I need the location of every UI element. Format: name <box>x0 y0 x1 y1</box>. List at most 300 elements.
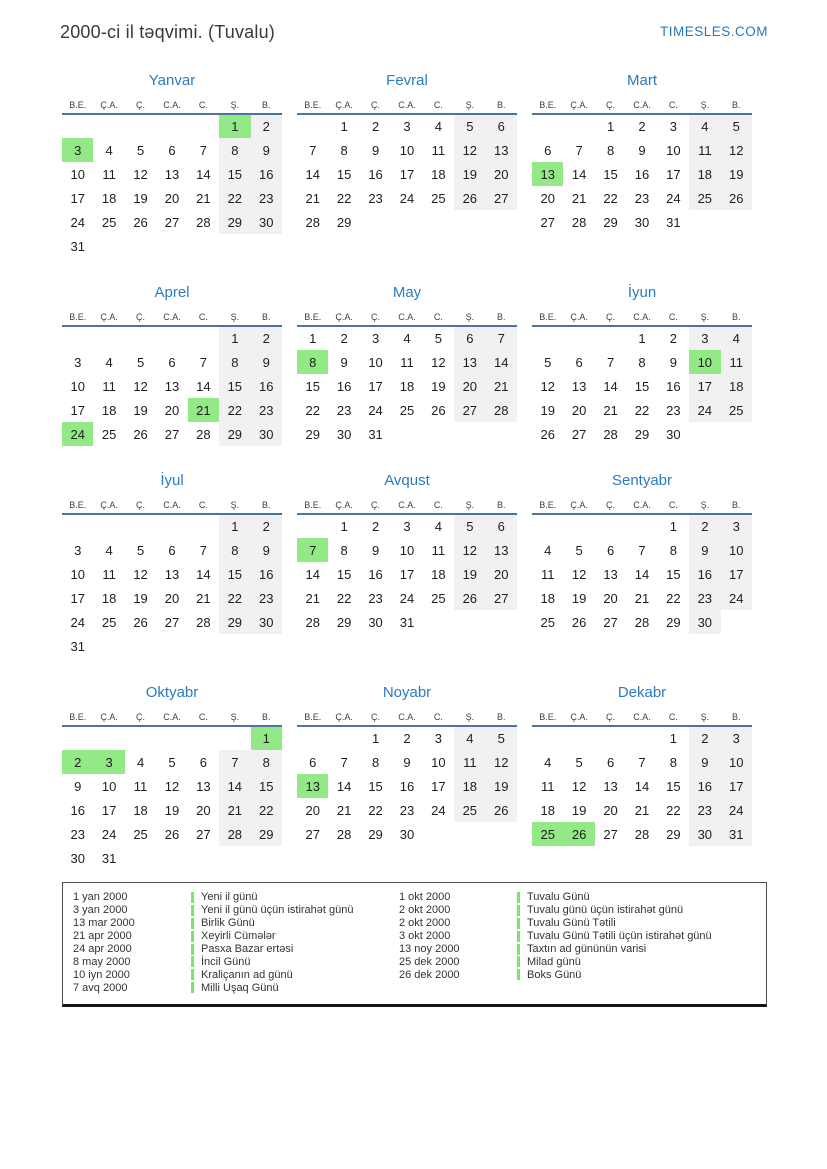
weekday-header: Ş. <box>689 709 720 726</box>
empty-day-cell <box>62 326 93 350</box>
day-cell: 15 <box>666 566 681 582</box>
day-cell: 31 <box>666 214 681 230</box>
empty-day-cell <box>454 822 485 846</box>
day-cell: 11 <box>431 542 446 558</box>
day-cell: 3 <box>721 726 752 750</box>
day-cell: 14 <box>196 378 211 394</box>
day-cell: 17 <box>721 774 752 798</box>
day-cell: 3 <box>721 514 752 538</box>
empty-day-cell <box>156 514 187 538</box>
day-cell: 17 <box>721 562 752 586</box>
holiday-marker-bar <box>517 892 520 903</box>
weekday-header: B. <box>486 97 517 114</box>
legend-label: Tuvalu Günü Tətili <box>527 917 616 930</box>
week-row <box>62 750 282 774</box>
holiday-marker-bar <box>517 969 520 980</box>
day-cell: 5 <box>454 114 485 138</box>
day-cell: 17 <box>689 374 720 398</box>
day-cell: 3 <box>403 519 411 534</box>
empty-day-cell <box>626 514 657 538</box>
day-cell: 28 <box>305 214 320 230</box>
day-cell: 10 <box>399 142 415 158</box>
empty-day-cell <box>563 726 594 750</box>
month-9 <box>532 472 752 634</box>
day-cell: 30 <box>399 826 415 842</box>
day-cell: 16 <box>689 562 720 586</box>
day-cell: 14 <box>305 566 320 582</box>
day-cell: 7 <box>486 326 517 350</box>
day-cell: 19 <box>133 402 148 418</box>
day-cell: 9 <box>251 538 282 562</box>
weekday-header: C. <box>423 497 454 514</box>
day-cell: 28 <box>196 426 211 442</box>
month-5 <box>297 284 517 446</box>
week-row <box>532 514 752 538</box>
weekday-header: B. <box>721 497 752 514</box>
day-cell: 17 <box>666 166 681 182</box>
weekday-header: Ş. <box>689 309 720 326</box>
day-cell: 18 <box>133 802 148 818</box>
day-cell: 4 <box>136 754 145 770</box>
weekday-header: Ş. <box>689 97 720 114</box>
empty-day-cell <box>423 822 454 846</box>
day-cell: 1 <box>606 119 615 134</box>
day-cell: 6 <box>168 142 176 158</box>
day-cell: 4 <box>544 542 552 558</box>
weekday-header: C. <box>188 309 219 326</box>
day-cell: 8 <box>371 754 380 770</box>
legend-date: 26 dek 2000 <box>399 968 460 981</box>
day-cell: 31 <box>101 850 117 866</box>
day-cell: 4 <box>434 119 443 134</box>
holiday-day-cell: 25 <box>532 822 563 846</box>
day-cell: 8 <box>606 142 615 158</box>
day-cell: 9 <box>251 350 282 374</box>
empty-day-cell <box>486 610 517 634</box>
legend-label: Yeni il günü üçün istirahət günü <box>201 904 354 917</box>
weekday-header: C.A. <box>391 709 422 726</box>
day-cell: 18 <box>431 566 446 582</box>
day-cell: 4 <box>434 519 443 534</box>
day-cell: 19 <box>571 590 587 606</box>
day-cell: 20 <box>164 402 180 418</box>
day-cell: 7 <box>199 354 208 370</box>
day-cell: 5 <box>575 542 583 558</box>
week-row <box>532 162 752 186</box>
empty-day-cell <box>423 610 454 634</box>
page-title: 2000-ci il təqvimi. (Tuvalu) <box>60 22 275 42</box>
day-cell: 23 <box>634 190 650 206</box>
week-row <box>62 726 282 750</box>
day-cell: 2 <box>669 331 678 346</box>
day-cell: 19 <box>571 802 587 818</box>
weekday-header: C.A. <box>626 97 657 114</box>
day-cell: 15 <box>603 166 618 182</box>
day-cell: 17 <box>70 402 85 418</box>
month-title: Aprel <box>154 284 190 301</box>
day-cell: 6 <box>486 514 517 538</box>
day-cell: 8 <box>669 754 678 770</box>
day-cell: 4 <box>544 754 552 770</box>
empty-day-cell <box>423 422 454 446</box>
day-cell: 21 <box>196 190 211 206</box>
day-cell: 21 <box>196 590 211 606</box>
weekday-header: Ç. <box>595 309 626 326</box>
day-cell: 1 <box>669 731 678 746</box>
legend-entry <box>73 981 399 994</box>
day-cell: 9 <box>371 142 380 158</box>
day-cell: 4 <box>105 542 113 558</box>
weekday-header: Ç.A. <box>93 497 124 514</box>
day-cell: 24 <box>70 214 85 230</box>
day-cell: 3 <box>669 119 678 134</box>
empty-day-cell <box>297 114 328 138</box>
empty-day-cell <box>188 634 219 658</box>
weekday-header: Ç. <box>595 709 626 726</box>
empty-day-cell <box>219 846 250 870</box>
empty-day-cell <box>532 114 563 138</box>
weekday-header: Ş. <box>219 309 250 326</box>
day-cell: 12 <box>133 566 148 582</box>
day-cell: 20 <box>486 562 517 586</box>
holiday-day-cell: 3 <box>93 750 124 774</box>
week-row <box>297 398 517 422</box>
page-header <box>0 0 827 43</box>
brand-link[interactable]: TIMESLES.COM <box>659 24 768 39</box>
month-title: Sentyabr <box>611 472 673 489</box>
month-title: Oktyabr <box>145 684 199 701</box>
week-row <box>532 610 752 634</box>
week-row <box>532 750 752 774</box>
empty-day-cell <box>188 234 219 258</box>
legend-entry <box>399 968 766 981</box>
day-cell: 5 <box>168 754 176 770</box>
day-cell: 25 <box>540 614 555 630</box>
day-cell: 18 <box>101 590 117 606</box>
day-cell: 26 <box>431 402 446 418</box>
day-cell: 13 <box>486 538 517 562</box>
day-cell: 11 <box>540 566 555 582</box>
weekday-header: B. <box>251 97 282 114</box>
day-cell: 22 <box>336 190 352 206</box>
day-cell: 27 <box>164 614 180 630</box>
day-cell: 12 <box>133 166 148 182</box>
empty-day-cell <box>563 514 594 538</box>
weekday-header: B.E. <box>532 709 563 726</box>
day-cell: 10 <box>70 378 85 394</box>
day-cell: 25 <box>101 214 117 230</box>
day-cell: 6 <box>199 754 208 770</box>
day-cell: 5 <box>454 514 485 538</box>
weekday-header: Ş. <box>454 497 485 514</box>
day-cell: 9 <box>403 754 411 770</box>
day-cell: 3 <box>434 731 443 746</box>
weekday-header: Ş. <box>219 497 250 514</box>
empty-day-cell <box>156 634 187 658</box>
day-cell: 26 <box>454 586 485 610</box>
day-cell: 15 <box>368 778 383 794</box>
day-cell: 26 <box>133 614 148 630</box>
legend-date: 7 avq 2000 <box>73 981 128 994</box>
day-cell: 16 <box>689 774 720 798</box>
day-cell: 28 <box>305 614 320 630</box>
week-row <box>297 186 517 210</box>
day-cell: 8 <box>219 138 250 162</box>
weekday-header: B.E. <box>62 497 93 514</box>
day-cell: 7 <box>638 754 646 770</box>
day-cell: 31 <box>70 238 85 254</box>
month-8 <box>297 472 517 634</box>
day-cell: 9 <box>251 138 282 162</box>
empty-day-cell <box>423 210 454 234</box>
day-cell: 5 <box>486 726 517 750</box>
day-cell: 24 <box>431 802 446 818</box>
weekday-header: B.E. <box>297 709 328 726</box>
day-cell: 17 <box>399 566 415 582</box>
holiday-marker-bar <box>191 982 194 993</box>
day-cell: 16 <box>251 562 282 586</box>
day-cell: 30 <box>251 422 282 446</box>
weekday-header: B. <box>486 309 517 326</box>
month-3 <box>532 72 752 234</box>
empty-day-cell <box>391 210 422 234</box>
day-cell: 27 <box>486 186 517 210</box>
week-row <box>62 562 282 586</box>
day-cell: 23 <box>70 826 85 842</box>
day-cell: 30 <box>70 850 85 866</box>
day-cell: 29 <box>666 826 681 842</box>
month-title: Yanvar <box>148 72 196 89</box>
day-cell: 22 <box>336 590 352 606</box>
day-cell: 13 <box>486 138 517 162</box>
day-cell: 19 <box>164 802 180 818</box>
holiday-marker-bar <box>191 956 194 967</box>
holiday-day-cell: 1 <box>219 114 250 138</box>
month-title: Mart <box>627 72 657 89</box>
empty-day-cell <box>62 514 93 538</box>
day-cell: 15 <box>666 778 681 794</box>
legend-entry <box>73 904 399 917</box>
legend-entry <box>73 891 399 904</box>
weekday-header: Ç.A. <box>563 497 594 514</box>
week-row <box>297 726 517 750</box>
day-cell: 15 <box>219 162 250 186</box>
weekday-header: C. <box>423 309 454 326</box>
weekday-header: B.E. <box>532 97 563 114</box>
day-cell: 29 <box>336 614 352 630</box>
day-cell: 21 <box>336 802 352 818</box>
weekday-header: B.E. <box>297 97 328 114</box>
day-cell: 25 <box>721 398 752 422</box>
legend-date: 10 iyn 2000 <box>73 968 130 981</box>
legend-label: Milli Uşaq Günü <box>201 981 279 994</box>
empty-day-cell <box>532 514 563 538</box>
week-row <box>532 586 752 610</box>
day-cell: 22 <box>368 802 383 818</box>
weekday-header: Ç.A. <box>563 309 594 326</box>
legend-entry <box>399 891 766 904</box>
day-cell: 12 <box>454 138 485 162</box>
day-cell: 14 <box>196 566 211 582</box>
day-cell: 5 <box>136 142 145 158</box>
day-cell: 13 <box>164 378 180 394</box>
day-cell: 19 <box>486 774 517 798</box>
day-cell: 28 <box>486 398 517 422</box>
legend-date: 1 yan 2000 <box>73 891 128 904</box>
day-cell: 14 <box>219 774 250 798</box>
day-cell: 14 <box>336 778 352 794</box>
weekday-header: Ç.A. <box>93 709 124 726</box>
day-cell: 10 <box>721 538 752 562</box>
legend-date: 13 mar 2000 <box>73 917 135 930</box>
day-cell: 12 <box>540 378 555 394</box>
day-cell: 27 <box>196 826 211 842</box>
day-cell: 31 <box>368 426 383 442</box>
day-cell: 17 <box>70 190 85 206</box>
empty-day-cell <box>532 726 563 750</box>
legend-label: Boks Günü <box>527 968 582 981</box>
week-row <box>297 138 517 162</box>
day-cell: 9 <box>638 142 646 158</box>
weekday-header: B. <box>251 497 282 514</box>
day-cell: 2 <box>689 726 720 750</box>
empty-day-cell <box>595 326 626 350</box>
month-12 <box>532 684 752 846</box>
legend-entry <box>73 930 399 943</box>
weekday-header: Ç. <box>595 97 626 114</box>
day-cell: 30 <box>634 214 650 230</box>
legend-entry <box>73 955 399 968</box>
week-row <box>62 114 282 138</box>
week-row <box>297 822 517 846</box>
week-row <box>297 562 517 586</box>
legend-date: 3 yan 2000 <box>73 904 128 917</box>
week-row <box>297 750 517 774</box>
day-cell: 10 <box>666 142 681 158</box>
day-cell: 22 <box>305 402 320 418</box>
day-cell: 7 <box>575 142 583 158</box>
holiday-marker-bar <box>517 905 520 916</box>
day-cell: 16 <box>251 374 282 398</box>
weekday-header: B.E. <box>532 309 563 326</box>
day-cell: 17 <box>368 378 383 394</box>
weekday-header: B. <box>251 309 282 326</box>
day-cell: 22 <box>634 402 650 418</box>
legend-label: Taxtın ad gününün varisi <box>527 943 647 955</box>
legend-date: 24 apr 2000 <box>73 943 132 955</box>
legend-entry <box>399 943 766 956</box>
weekday-header: B.E. <box>62 309 93 326</box>
empty-day-cell <box>532 326 563 350</box>
month-table <box>532 709 752 846</box>
week-row <box>62 374 282 398</box>
day-cell: 27 <box>305 826 320 842</box>
day-cell: 26 <box>133 214 148 230</box>
legend-entry <box>73 968 399 981</box>
empty-day-cell <box>626 726 657 750</box>
empty-day-cell <box>219 234 250 258</box>
day-cell: 18 <box>689 162 720 186</box>
empty-day-cell <box>251 846 282 870</box>
empty-day-cell <box>689 422 720 446</box>
weekday-header: B. <box>721 709 752 726</box>
day-cell: 14 <box>486 350 517 374</box>
empty-day-cell <box>125 114 156 138</box>
empty-day-cell <box>297 726 328 750</box>
legend-label: Pasxa Bazar ertəsi <box>201 943 294 955</box>
holiday-day-cell: 1 <box>251 726 282 750</box>
weekday-header: Ç.A. <box>93 309 124 326</box>
day-cell: 15 <box>336 166 352 182</box>
day-cell: 25 <box>101 614 117 630</box>
day-cell: 8 <box>251 750 282 774</box>
legend-date: 3 okt 2000 <box>399 930 451 943</box>
day-cell: 11 <box>102 566 116 582</box>
day-cell: 1 <box>638 331 646 346</box>
weekday-header-row <box>532 497 752 514</box>
week-row <box>297 210 517 234</box>
legend-column-1 <box>73 891 399 994</box>
month-title: Avqust <box>384 472 430 489</box>
day-cell: 11 <box>689 138 720 162</box>
empty-day-cell <box>721 422 752 446</box>
month-title: Noyabr <box>382 684 432 701</box>
day-cell: 1 <box>219 326 250 350</box>
day-cell: 16 <box>634 166 650 182</box>
day-cell: 6 <box>544 142 552 158</box>
day-cell: 10 <box>399 542 415 558</box>
day-cell: 26 <box>571 614 587 630</box>
day-cell: 22 <box>219 186 250 210</box>
week-row <box>532 374 752 398</box>
weekday-header: C. <box>188 497 219 514</box>
empty-day-cell <box>595 514 626 538</box>
day-cell: 11 <box>454 750 485 774</box>
day-cell: 29 <box>219 422 250 446</box>
day-cell: 15 <box>251 774 282 798</box>
day-cell: 4 <box>403 331 411 346</box>
weekday-header: Ş. <box>454 709 485 726</box>
day-cell: 11 <box>400 354 414 370</box>
day-cell: 2 <box>251 514 282 538</box>
day-cell: 7 <box>340 754 348 770</box>
empty-day-cell <box>188 514 219 538</box>
day-cell: 13 <box>164 566 180 582</box>
day-cell: 25 <box>101 426 117 442</box>
weekday-header-row <box>297 97 517 114</box>
weekday-header-row <box>62 97 282 114</box>
day-cell: 7 <box>199 542 208 558</box>
week-row <box>297 514 517 538</box>
day-cell: 16 <box>70 802 85 818</box>
legend-label: İncil Günü <box>201 955 251 968</box>
day-cell: 31 <box>70 638 85 654</box>
day-cell: 24 <box>666 190 681 206</box>
weekday-header: B.E. <box>62 97 93 114</box>
day-cell: 30 <box>251 610 282 634</box>
day-cell: 30 <box>251 210 282 234</box>
week-row <box>532 798 752 822</box>
day-cell: 23 <box>251 586 282 610</box>
month-title: May <box>392 284 422 301</box>
week-row <box>62 846 282 870</box>
day-cell: 29 <box>219 610 250 634</box>
holiday-day-cell: 3 <box>62 138 93 162</box>
empty-day-cell <box>595 726 626 750</box>
month-table <box>297 709 517 846</box>
day-cell: 11 <box>102 378 116 394</box>
week-row <box>532 538 752 562</box>
